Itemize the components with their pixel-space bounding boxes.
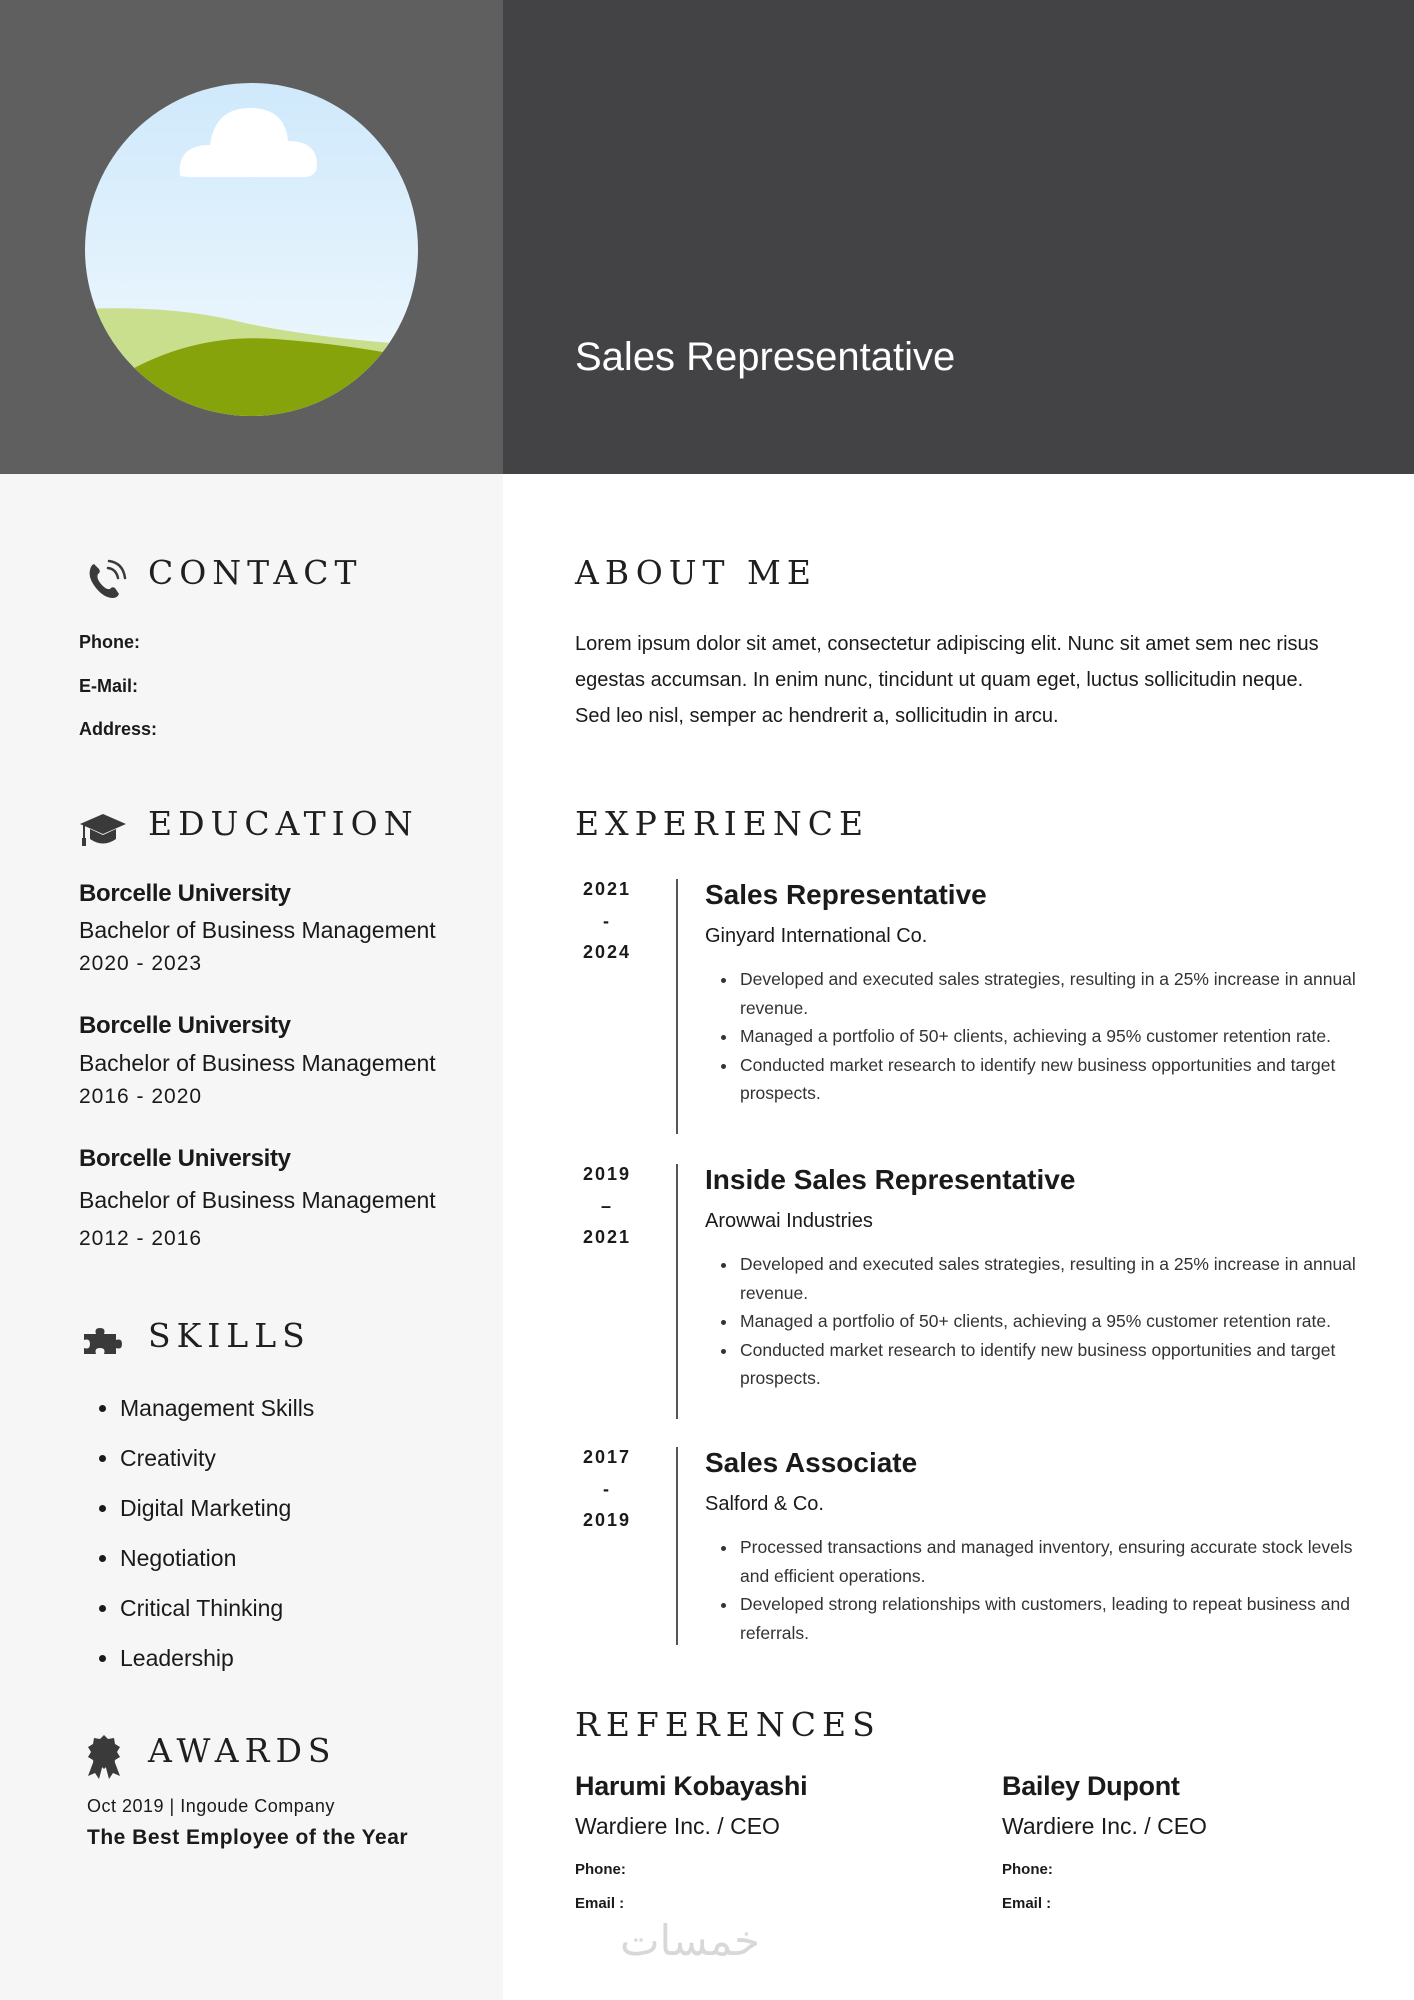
puzzle-icon: [80, 1318, 128, 1366]
education-years: 2012 - 2016: [79, 1227, 203, 1250]
sidebar: [0, 474, 503, 2000]
experience-end-year: 2024: [582, 942, 632, 962]
experience-bullet: • Managed a portfolio of 50+ clients, achieving a 95% customer retention rate.: [738, 1307, 1368, 1336]
education-school: Borcelle University: [79, 880, 291, 907]
experience-date-separator: -: [603, 1478, 611, 1499]
experience-dates: [575, 1442, 639, 1537]
experience-dates: [575, 1159, 639, 1254]
education-years: 2020 - 2023: [79, 952, 203, 975]
graduation-cap-icon: [79, 806, 127, 854]
skill-item: • Digital Marketing: [120, 1488, 314, 1538]
education-degree: Bachelor of Business Management: [79, 1187, 436, 1213]
skill-item: • Negotiation: [120, 1538, 314, 1588]
profile-photo: [85, 83, 418, 416]
education-years: 2016 - 2020: [79, 1085, 203, 1108]
reference-email-label: Email :: [1002, 1895, 1052, 1912]
experience-start-year: 2021: [582, 879, 632, 899]
experience-bullet: • Conducted market research to identify new business opportunities and target prospects.: [738, 1051, 1368, 1108]
education-degree: Bachelor of Business Management: [79, 917, 436, 943]
experience-dates: [575, 874, 639, 969]
reference-phone-label: Phone:: [1002, 1861, 1053, 1878]
timeline-line: [676, 879, 678, 1134]
experience-bullets: [705, 965, 1368, 1108]
watermark: خمسات: [620, 1916, 761, 1965]
experience-date-separator: -: [603, 910, 611, 931]
experience-role: Sales Representative: [705, 879, 987, 910]
about-text: Lorem ipsum dolor sit amet, consectetur adipiscing elit. Nunc sit amet sem nec risus egestas accumsan. In enim nunc, tincidunt ut quam eget, luctus sollicitudin neque. Sed leo nisl, semper ac hendrerit a, sollicitudin in arcu.: [575, 633, 1319, 727]
about-title: ABOUT ME: [575, 553, 817, 592]
education-school: Borcelle University: [79, 1012, 291, 1039]
skill-item: • Management Skills: [120, 1388, 314, 1438]
experience-bullet: • Developed and executed sales strategies, resulting in a 25% increase in annual revenue.: [738, 965, 1368, 1022]
reference-name: Harumi Kobayashi: [575, 1771, 808, 1801]
header-right-panel: [503, 0, 1414, 474]
experience-start-year: 2019: [582, 1164, 632, 1184]
skills-title: SKILLS: [148, 1316, 311, 1355]
experience-bullets: [705, 1533, 1368, 1647]
award-title: The Best Employee of the Year: [87, 1826, 409, 1849]
experience-bullet: • Processed transactions and managed inventory, ensuring accurate stock levels and efficient operations.: [738, 1533, 1368, 1590]
skill-item: • Leadership: [120, 1638, 314, 1688]
skill-item: • Critical Thinking: [120, 1588, 314, 1638]
contact-email-label: E-Mail:: [79, 676, 139, 696]
contact-phone-label: Phone:: [79, 632, 140, 652]
experience-company: Arowwai Industries: [705, 1210, 873, 1232]
experience-role: Sales Associate: [705, 1447, 918, 1478]
experience-date-separator: –: [600, 1195, 613, 1216]
reference-role: Wardiere Inc. / CEO: [575, 1813, 780, 1839]
reference-phone-label: Phone:: [575, 1861, 626, 1878]
reference-email-label: Email :: [575, 1895, 625, 1912]
phone-icon: [82, 556, 130, 604]
contact-title: CONTACT: [148, 553, 363, 592]
experience-title: EXPERIENCE: [575, 804, 870, 843]
reference-name: Bailey Dupont: [1002, 1771, 1180, 1801]
experience-role: Inside Sales Representative: [705, 1164, 1076, 1195]
experience-bullet: • Developed and executed sales strategies, resulting in a 25% increase in annual revenue.: [738, 1250, 1368, 1307]
references-title: REFERENCES: [575, 1705, 881, 1744]
timeline-line: [676, 1447, 678, 1645]
award-medal-icon: [80, 1732, 128, 1780]
experience-bullet: • Conducted market research to identify new business opportunities and target prospects.: [738, 1336, 1368, 1393]
skill-item: • Creativity: [120, 1438, 314, 1488]
experience-company: Ginyard International Co.: [705, 925, 928, 947]
experience-bullet: • Managed a portfolio of 50+ clients, achieving a 95% customer retention rate.: [738, 1022, 1368, 1051]
experience-end-year: 2019: [582, 1510, 632, 1530]
timeline-line: [676, 1164, 678, 1419]
education-title: EDUCATION: [148, 804, 419, 843]
experience-start-year: 2017: [582, 1447, 632, 1467]
experience-bullet: • Developed strong relationships with customers, leading to repeat business and referrals.: [738, 1590, 1368, 1647]
awards-title: AWARDS: [148, 1731, 337, 1770]
education-school: Borcelle University: [79, 1145, 291, 1172]
education-degree: Bachelor of Business Management: [79, 1050, 436, 1076]
job-title: Sales Representative: [575, 335, 956, 379]
skills-list: [90, 1388, 314, 1688]
experience-company: Salford & Co.: [705, 1493, 824, 1515]
experience-end-year: 2021: [582, 1227, 632, 1247]
award-meta: Oct 2019 | Ingoude Company: [87, 1796, 335, 1816]
contact-address-label: Address:: [79, 719, 158, 739]
reference-role: Wardiere Inc. / CEO: [1002, 1813, 1207, 1839]
experience-bullets: [705, 1250, 1368, 1393]
